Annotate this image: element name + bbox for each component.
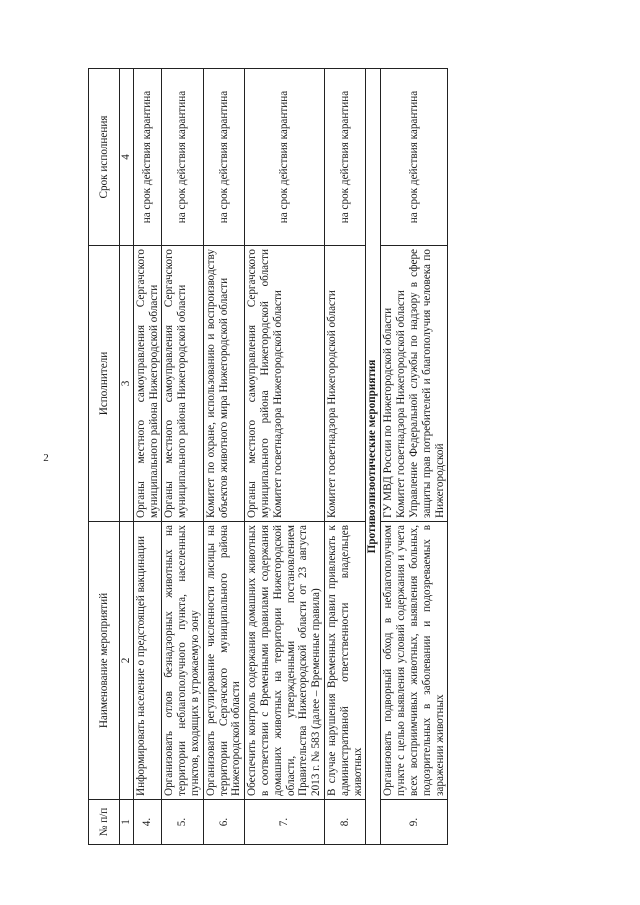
- table-row: [245, 69, 325, 845]
- column-index-row: [120, 69, 134, 845]
- term: на срок действия карантина: [381, 69, 448, 246]
- executors: Органы местного самоуправления Сергачского муниципального района Нижегородской области: [133, 246, 162, 522]
- measure-name: В случае нарушения Временных правил привлекать к административной ответственности владельцев животных: [324, 522, 365, 800]
- header-num: № п/п: [89, 800, 120, 845]
- column-index: 2: [120, 522, 134, 800]
- table-row: [133, 69, 162, 845]
- column-index: 1: [120, 800, 134, 845]
- header-name: Наименование мероприятий: [89, 522, 120, 800]
- term: на срок действия карантина: [203, 69, 244, 246]
- page-number: 2: [43, 452, 49, 464]
- executor-line: ГУ МВД России по Нижегородской области: [382, 307, 395, 518]
- measure-name: Организовать отлов безнадзорных животных на территории неблагополучного пункта, населенных пунктов, входящих в угрожаемую зону: [162, 522, 203, 800]
- header-term: Срок исполнения: [89, 69, 120, 246]
- table-row: [324, 69, 365, 845]
- table-row: [162, 69, 203, 845]
- executors: Комитет госветнадзора Нижегородской области: [324, 246, 365, 522]
- column-index: 4: [120, 69, 134, 246]
- executors: Органы местного самоуправления Сергачского муниципального района Нижегородской области: [162, 246, 203, 522]
- measure-name: Информировать население о предстоящей вакцинации: [133, 522, 162, 800]
- rotated-table-sheet: [88, 69, 446, 845]
- row-number: 5.: [162, 800, 203, 845]
- table-row: [381, 69, 448, 845]
- row-number: 8.: [324, 800, 365, 845]
- column-index: 3: [120, 246, 134, 522]
- measure-name: Организовать регулирование численности лисицы на территории Сергачского муниципального района Нижегородской области: [203, 522, 244, 800]
- section-header-row: [366, 69, 381, 845]
- row-number: 6.: [203, 800, 244, 845]
- measure-name: Обеспечить контроль содержания домашних животных в соответствии с Временными правилами содержания домашних животных на территории Нижегородской области, утвержденными постановлением Правительства Нижегородской области от 23 августа 2013 г. № 583 (далее – Временные правила): [245, 522, 325, 800]
- executors: [381, 246, 448, 522]
- row-number: 9.: [381, 800, 448, 845]
- row-number: 4.: [133, 800, 162, 845]
- term: на срок действия карантина: [162, 69, 203, 246]
- term: на срок действия карантина: [245, 69, 325, 246]
- term: на срок действия карантина: [133, 69, 162, 246]
- measure-name: Организовать подворный обход в неблагополучном пункте с целью выявления условий содержания и учета всех восприимчивых животных, выявления больных, подозрительных в заболевании и подозреваемых в заражении животных: [381, 522, 448, 800]
- row-number: 7.: [245, 800, 325, 845]
- executors: Органы местного самоуправления Сергачского муниципального района Нижегородской области Комитет госветнадзора Нижегородской области: [245, 246, 325, 522]
- table-row: [203, 69, 244, 845]
- term: на срок действия карантина: [324, 69, 365, 246]
- section-title: Противоэпизоотические мероприятия: [366, 69, 381, 845]
- measures-table: [88, 68, 448, 845]
- executors: Комитет по охране, использованию и воспроизводству объектов животного мира Нижегородской области: [203, 246, 244, 522]
- header-executors: Исполнители: [89, 246, 120, 522]
- table-header-row: [89, 69, 120, 845]
- executor-line: Управление Федеральной службы по надзору в сфере защиты прав потребителей и благополучия человека по Нижегородской: [407, 249, 446, 518]
- executor-line: Комитет госветнадзора Нижегородской области: [395, 290, 408, 518]
